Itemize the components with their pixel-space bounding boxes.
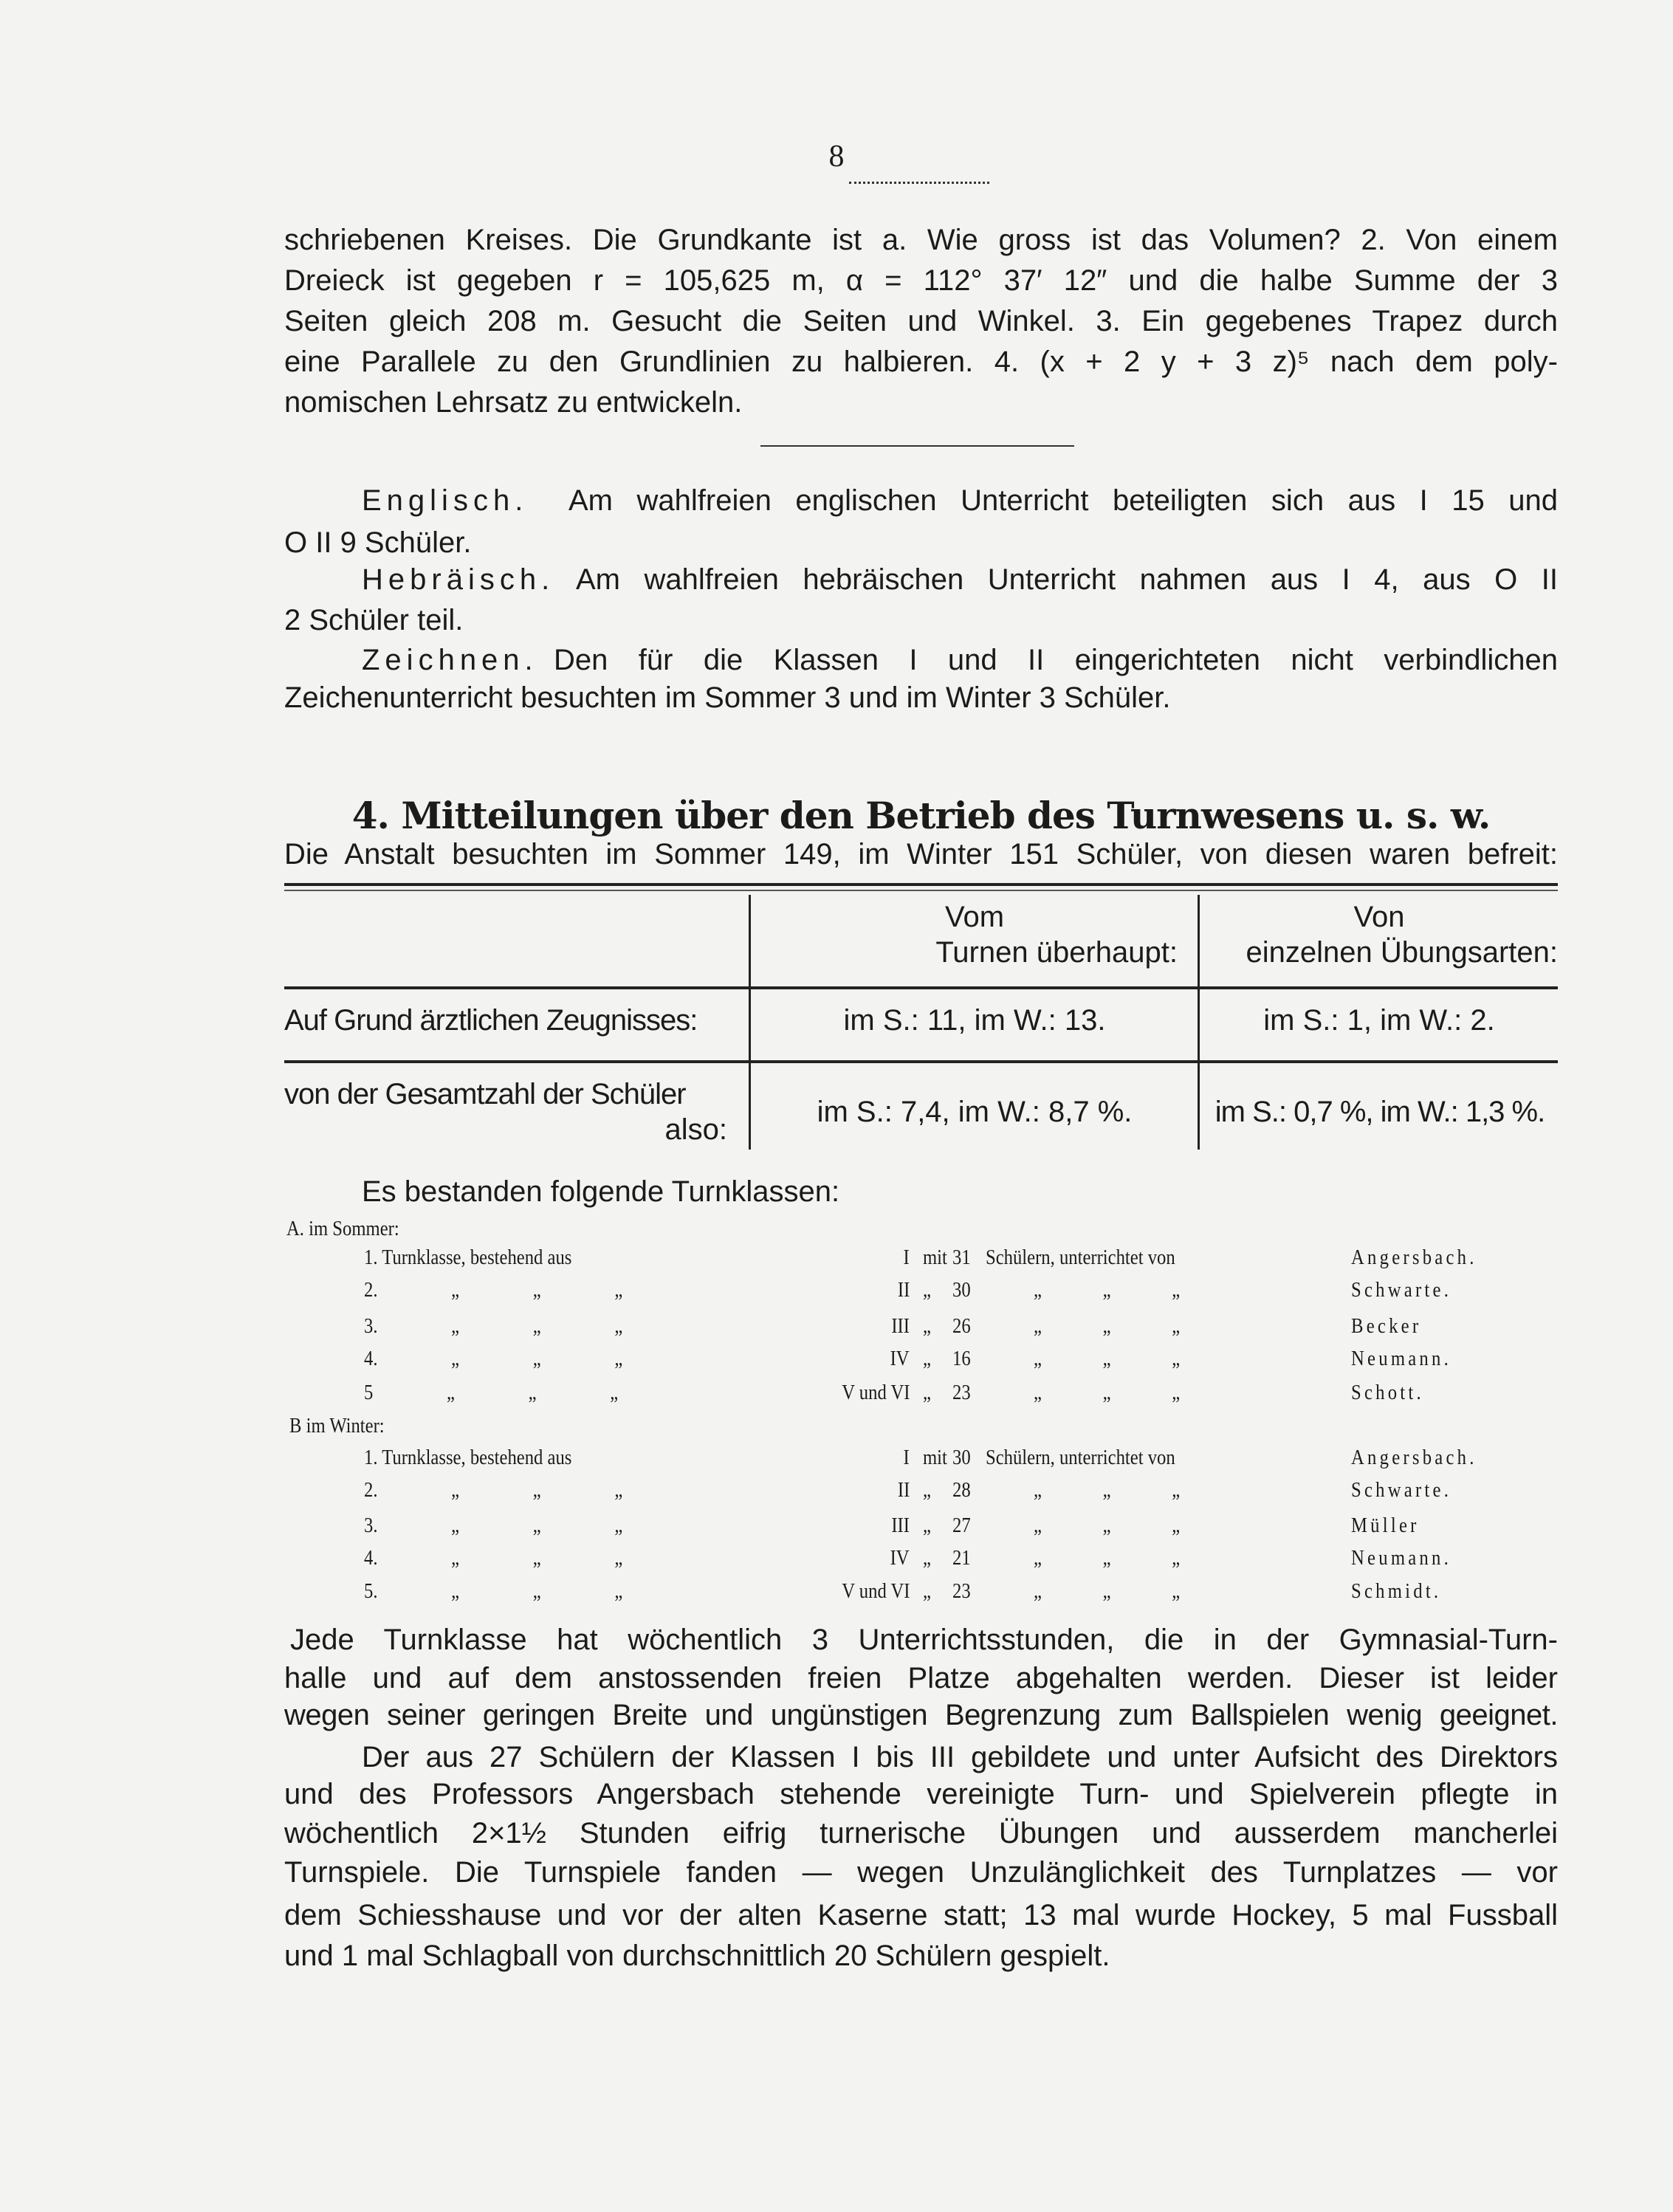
header-von: Von: [1353, 901, 1405, 933]
description: „ „ „: [1034, 1314, 1181, 1338]
table-row-rule: [284, 1060, 1558, 1063]
grade-range: III: [891, 1514, 910, 1537]
text-line: Am wahlfreien englischen Unterricht beteiligten sich aus I 15 und: [568, 484, 1558, 517]
turnklassen-intro: Es bestanden folgende Turnklassen:: [362, 1175, 840, 1208]
grade-range: V und VI: [841, 1579, 910, 1603]
text-line: Den für die Klassen I und II eingerichteten nicht verbindlichen: [554, 644, 1558, 676]
text-line: Am wahlfreien hebräischen Unterricht nahmen aus I 4, aus O II: [576, 563, 1558, 596]
student-count: 30: [952, 1278, 971, 1302]
section-intro: Die Anstalt besuchten im Sommer 149, im Winter 151 Schüler, von diesen waren befreit:: [284, 838, 1558, 870]
class-label: 3. „ „ „: [364, 1314, 623, 1338]
student-count: 21: [952, 1546, 971, 1570]
class-label: 2. „ „ „: [364, 1478, 623, 1502]
row-label: Auf Grund ärztlichen Zeugnisses:: [284, 1004, 698, 1037]
class-label: 3. „ „ „: [364, 1514, 623, 1537]
class-label: 4. „ „ „: [364, 1546, 623, 1570]
teacher-name: Angersbach.: [1351, 1246, 1477, 1269]
row-value: im S.: 1, im W.: 2.: [1263, 1004, 1495, 1037]
student-count: 31: [952, 1246, 971, 1269]
teacher-name: Becker: [1351, 1314, 1422, 1338]
table-top-rule: [284, 883, 1558, 891]
text-line: Der aus 27 Schülern der Klassen I bis III gebildete und unter Aufsicht des Direktors: [362, 1741, 1558, 1773]
teacher-name: Schwarte.: [1351, 1278, 1452, 1302]
mit-text: „: [923, 1278, 931, 1302]
grade-range: I: [903, 1446, 910, 1469]
text-line: halle und auf dem anstossenden freien Platze abgehalten werden. Dieser ist leider: [284, 1662, 1558, 1694]
text-line: Dreieck ist gegeben r = 105,625 m, α = 112° 37′ 12″ und die halbe Summe der 3: [284, 264, 1558, 297]
text-line: schriebenen Kreises. Die Grundkante ist a. Wie gross ist das Volumen? 2. Von einem: [284, 224, 1558, 256]
header-vom: Vom: [944, 901, 1005, 933]
student-count: 30: [952, 1446, 971, 1469]
text-line: eine Parallele zu den Grundlinien zu halbieren. 4. (x + 2 y + 3 z)⁵ nach dem poly-: [284, 346, 1558, 378]
subject-label: Zeichnen.: [362, 644, 538, 676]
teacher-name: Schott.: [1351, 1381, 1424, 1404]
student-count: 26: [952, 1314, 971, 1338]
teacher-name: Müller: [1351, 1514, 1420, 1537]
row-label: also:: [664, 1113, 727, 1146]
mit-text: mit: [923, 1246, 947, 1269]
teacher-name: Schmidt.: [1351, 1579, 1442, 1603]
description: Schülern, unterrichtet von: [986, 1446, 1175, 1469]
text-line: wöchentlich 2×1½ Stunden eifrig turnerische Übungen und ausserdem mancherlei: [284, 1817, 1558, 1849]
mit-text: „: [923, 1579, 931, 1603]
teacher-name: Neumann.: [1351, 1546, 1452, 1570]
student-count: 23: [952, 1579, 971, 1603]
mit-text: „: [923, 1347, 931, 1370]
class-label: 5 „ „ „: [364, 1381, 619, 1404]
teacher-name: Schwarte.: [1351, 1478, 1452, 1502]
text-line: nomischen Lehrsatz zu entwickeln.: [284, 386, 743, 419]
description: „ „ „: [1034, 1278, 1181, 1302]
grade-range: II: [897, 1278, 910, 1302]
description: „ „ „: [1034, 1514, 1181, 1537]
mit-text: „: [923, 1546, 931, 1570]
mit-text: mit: [923, 1446, 947, 1469]
list-title: A. im Sommer:: [286, 1217, 399, 1240]
student-count: 16: [952, 1347, 971, 1370]
grade-range: I: [903, 1246, 910, 1269]
description: „ „ „: [1034, 1347, 1181, 1370]
text-line: 2 Schüler teil.: [284, 604, 464, 636]
grade-range: IV: [890, 1546, 910, 1570]
header-uebungsarten: einzelnen Übungsarten:: [1246, 936, 1558, 969]
column-divider: [1198, 895, 1200, 1150]
ornament-divider: [849, 176, 989, 184]
mit-text: „: [923, 1514, 931, 1537]
subject-label: Hebräisch.: [362, 563, 555, 596]
page-number: 8: [828, 140, 845, 174]
section-rule: [760, 445, 1074, 447]
header-turnen: Turnen überhaupt:: [935, 936, 1178, 969]
description: „ „ „: [1034, 1579, 1181, 1603]
grade-range: III: [891, 1314, 910, 1338]
teacher-name: Neumann.: [1351, 1347, 1452, 1370]
text-line: Zeichenunterricht besuchten im Sommer 3 und im Winter 3 Schüler.: [284, 681, 1171, 714]
student-count: 28: [952, 1478, 971, 1502]
list-title: B im Winter:: [289, 1414, 385, 1438]
mit-text: „: [923, 1478, 931, 1502]
description: „ „ „: [1034, 1478, 1181, 1502]
class-label: 1. Turnklasse, bestehend aus: [364, 1246, 572, 1269]
student-count: 27: [952, 1514, 971, 1537]
column-divider: [749, 895, 751, 1150]
row-value: im S.: 0,7 %, im W.: 1,3 %.: [1215, 1096, 1545, 1128]
teacher-name: Angersbach.: [1351, 1446, 1477, 1469]
row-label: von der Gesamtzahl der Schüler: [284, 1078, 686, 1110]
grade-range: IV: [890, 1347, 910, 1370]
row-value: im S.: 7,4, im W.: 8,7 %.: [817, 1096, 1133, 1128]
student-count: 23: [952, 1381, 971, 1404]
text-line: und 1 mal Schlagball von durchschnittlich 20 Schülern gespielt.: [284, 1940, 1110, 1972]
text-line: Seiten gleich 208 m. Gesucht die Seiten und Winkel. 3. Ein gegebenes Trapez durch: [284, 305, 1558, 337]
class-label: 2. „ „ „: [364, 1278, 623, 1302]
grade-range: V und VI: [841, 1381, 910, 1404]
text-line: O II 9 Schüler.: [284, 526, 472, 559]
mit-text: „: [923, 1381, 931, 1404]
description: Schülern, unterrichtet von: [986, 1246, 1175, 1269]
description: „ „ „: [1034, 1381, 1181, 1404]
text-line: wegen seiner geringen Breite und ungünstigen Begrenzung zum Ballspielen wenig geeignet.: [284, 1699, 1558, 1731]
subject-label: Englisch.: [362, 484, 529, 517]
class-label: 4. „ „ „: [364, 1347, 623, 1370]
text-line: Turnspiele. Die Turnspiele fanden — wegen Unzulänglichkeit des Turnplatzes — vor: [284, 1856, 1558, 1889]
description: „ „ „: [1034, 1546, 1181, 1570]
mit-text: „: [923, 1314, 931, 1338]
text-line: dem Schiesshause und vor der alten Kaserne statt; 13 mal wurde Hockey, 5 mal Fussball: [284, 1899, 1558, 1931]
row-value: im S.: 11, im W.: 13.: [843, 1004, 1106, 1037]
class-label: 5. „ „ „: [364, 1579, 623, 1603]
table-row-rule: [284, 986, 1558, 989]
section-heading: 4. Mitteilungen über den Betrieb des Turnwesens u. s. w.: [351, 794, 1491, 837]
grade-range: II: [897, 1478, 910, 1502]
text-line: Jede Turnklasse hat wöchentlich 3 Unterrichtsstunden, die in der Gymnasial-Turn-: [290, 1624, 1558, 1656]
class-label: 1. Turnklasse, bestehend aus: [364, 1446, 572, 1469]
text-line: und des Professors Angersbach stehende vereinigte Turn- und Spielverein pflegte in: [284, 1778, 1558, 1810]
